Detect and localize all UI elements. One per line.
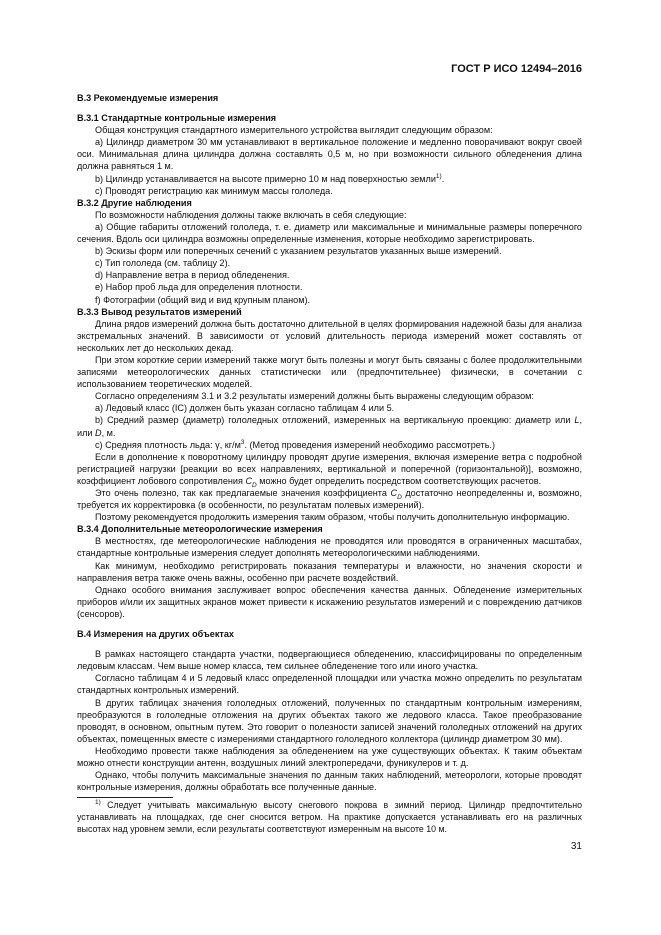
connector-text: , или	[77, 415, 582, 438]
paragraph: Необходимо провести также наблюдения за обледенением на уже существующих объектах. К таким объектам можно отнести конструкции антенн, воздушных линий электропередачи, фуникулеров и т. д.	[77, 745, 582, 768]
document-code-header: ГОСТ Р ИСО 12494–2016	[451, 63, 582, 75]
page-content	[77, 92, 582, 836]
subsection-b32-title: В.3.2 Другие наблюдения	[77, 197, 192, 208]
list-item: c) Тип гололеда (см. таблицу 2).	[95, 258, 231, 269]
symbol-c: C	[245, 475, 253, 486]
paragraph: Согласно таблицам 4 и 5 ледовый класс определенной площадки или участка можно определить по результатам стандартных контрольных измерений.	[77, 673, 582, 696]
list-item: f) Фотографии (общий вид и вид крупным планом).	[95, 294, 311, 305]
punctuation: .	[441, 173, 445, 184]
paragraph: В местностях, где метеорологические наблюдения не проводятся или проводятся в ограниченных масштабах, стандартные контрольные измерения следует дополнять метеорологическими наблюдениями.	[77, 536, 582, 559]
paragraph-text-end: достаточно неопределенны и, возможно, требуется их корректировка (в особенности, по результатам полевых измерений).	[77, 488, 582, 511]
list-item-text: c) Средняя плотность льда: γ, кг/м	[95, 439, 241, 450]
footnote	[77, 800, 582, 835]
subsection-b31-title: В.3.1 Стандартные контрольные измерения	[77, 113, 277, 124]
paragraph: Однако особого внимания заслуживает вопрос обеспечения качества данных. Обледенение измерительных приборов и/или их защитных экранов может привести к искажению результатов измерений и с повреждению датчиков (сенсоров).	[77, 584, 582, 619]
list-item: a) Цилиндр диаметром 30 мм устанавливают в вертикальное положение и медленно поворачивают вокруг своей оси. Минимальная длина цилиндра должна составлять 0,5 м, но при возможности сильного обледенения длина должна равняться 1 м.	[77, 137, 582, 172]
list-item-text: b) Средний размер (диаметр) гололедных отложений, измеренных на вертикальную проекцию: диаметр или	[95, 415, 571, 426]
list-item: c) Проводят регистрацию как минимум массы гололеда.	[95, 185, 333, 196]
list-item: a) Общие габариты отложений гололеда, т. е. диаметр или максимальные и минимальные размеры поперечного сечения. Вдоль оси цилиндра возможны определенные изменения, которые необходимо зарегистрировать.	[77, 221, 582, 245]
paragraph: Согласно определениям 3.1 и 3.2 результаты измерений должны быть выражены следующим образом:	[95, 391, 534, 402]
paragraph: Однако, чтобы получить максимальные значения по данным таких наблюдений, метеорологи, которые проводят контрольные измерения, должны обработать все полученные данные.	[77, 770, 582, 793]
paragraph: Поэтому рекомендуется продолжить измерения таким образом, чтобы получить дополнительную информацию.	[95, 512, 570, 523]
paragraph: По возможности наблюдения должны также включать в себя следующие:	[95, 209, 407, 220]
symbol-subscript-d: D	[397, 493, 402, 501]
paragraph: Общая конструкция стандартного измерительного устройства выглядит следующим образом:	[95, 125, 493, 136]
paragraph: При этом короткие серии измерений также могут быть полезны и могут быть связаны с более продолжительными записями метеорологических данных статистически или (предпочтительнее) физически, в сочетании с использованием теоретических моделей.	[77, 354, 582, 390]
list-item	[77, 414, 582, 438]
list-item-text-end: . (Метод проведения измерений необходимо рассмотреть.)	[244, 439, 495, 450]
symbol-l: L	[574, 415, 580, 426]
paragraph-text-end: можно будет определить посредством соответствующих расчетов.	[256, 475, 542, 486]
paragraph-text: Это очень полезно, так как предлагаемые значения коэффициента	[95, 488, 391, 498]
list-item	[77, 173, 582, 185]
list-item: b) Эскизы форм или поперечных сечений с указанием результатов указанных выше измерений.	[95, 246, 502, 257]
paragraph: В других таблицах значения гололедных отложений, полученных по стандартным контрольным измерениям, преобразуются в гололедные отложения на других объектах такого же ледового класса. Такое преобразование проводят, в основном, опытным путем. Это говорит о полезности записей значений гололедных отложений на других объектах, помещенных вместе с измерениями стандартного гололедного коллектора (цилиндр диаметром 30 мм).	[77, 697, 582, 744]
symbol-subscript-d: D	[252, 481, 257, 489]
subsection-b34-title: В.3.4 Дополнительные метеорологические измерения	[77, 524, 323, 535]
subsection-b33-title: В.3.3 Вывод результатов измерений	[77, 306, 242, 317]
paragraph: Как минимум, необходимо регистрировать показания температуры и влажности, но значения скорости и направления ветра также очень важны, особенно при расчете воздействий.	[77, 560, 582, 583]
exponent: 3	[240, 438, 245, 446]
footnote-reference[interactable]: 1)	[435, 172, 442, 180]
unit-text: , м.	[101, 427, 116, 438]
list-item	[77, 439, 582, 451]
list-item: e) Набор проб льда для определения плотности.	[95, 282, 303, 293]
symbol-c: C	[390, 488, 398, 498]
paragraph: Длина рядов измерений должна быть достаточно длительной в целях формирования надежной базы для анализа экстремальных значений. В зависимости от условий длительность периода измерений может составлять от нескольких лет до нескольких декад.	[77, 318, 582, 353]
footnote-text: Следует учитывать максимальную высоту снегового покрова в зимний период. Цилиндр предпочтительно устанавливать на площадках, где снег сносится ветром. На практике допускается устанавливать его на различных высотах над уровнем земли, если результаты соответствуют измеренным на высоте 10 м.	[77, 800, 582, 834]
section-b4-title: В.4 Измерения на других объектах	[77, 629, 234, 640]
paragraph	[77, 451, 582, 487]
list-item: d) Направление ветра в период обледенения.	[95, 270, 290, 281]
list-item: a) Ледовый класс (IC) должен быть указан согласно таблицам 4 или 5.	[95, 403, 395, 414]
section-b3-title: В.3 Рекомендуемые измерения	[77, 93, 219, 103]
footnote-mark: 1)	[95, 799, 101, 807]
list-item-text: b) Цилиндр устанавливается на высоте примерно 10 м над поверхностью земли	[95, 173, 436, 184]
footnote-divider	[77, 797, 173, 798]
paragraph-text: Если в дополнение к поворотному цилиндру проводят другие измерения, включая измерение ветра с подробной регистрацией нагрузки [реакции во всех направлениях, вертикальной и поперечной (горизонтальной)], возможно, коэффициент лобового сопротивления	[77, 451, 582, 486]
paragraph: В рамках настоящего стандарта участки, подвергающиеся обледенению, классифицированы по определенным ледовым классам. Чем выше номер класса, тем сильнее обледенение того или иного участка.	[77, 649, 582, 672]
page-number: 31	[570, 841, 582, 852]
paragraph	[77, 487, 582, 511]
symbol-d: D	[95, 427, 102, 438]
